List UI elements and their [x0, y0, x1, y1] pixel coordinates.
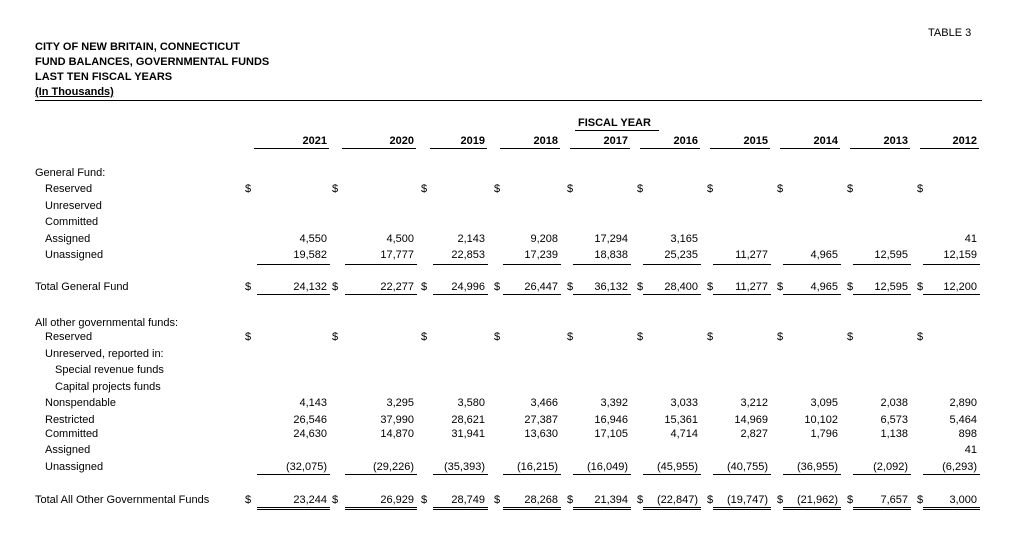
subtotal-rule — [573, 264, 631, 265]
total-value: 28,268 — [524, 494, 558, 506]
dollar-sign: $ — [567, 183, 574, 195]
table-cell-value: 22,853 — [451, 249, 485, 261]
total-value: 23,244 — [293, 494, 327, 506]
dollar-sign: $ — [245, 281, 252, 293]
dollar-sign: $ — [707, 281, 714, 293]
total-double-rule — [573, 507, 631, 510]
table-cell-value: 2,038 — [880, 397, 908, 409]
year-header-underline — [570, 148, 630, 149]
dollar-sign: $ — [637, 281, 644, 293]
total-double-rule — [643, 507, 701, 510]
row-label: Reserved — [45, 331, 93, 343]
dollar-sign: $ — [567, 281, 574, 293]
dollar-sign: $ — [637, 331, 644, 343]
table-cell-value: 3,580 — [457, 397, 485, 409]
subtotal-rule — [643, 474, 701, 475]
total-double-rule — [503, 507, 561, 510]
dollar-sign: $ — [917, 281, 924, 293]
total-double-rule — [783, 294, 841, 295]
table-cell-value: (40,755) — [727, 461, 768, 473]
table-cell-value: 25,235 — [664, 249, 698, 261]
total-double-rule — [345, 507, 417, 510]
total-value: (21,962) — [797, 494, 838, 506]
total-value: 7,657 — [880, 494, 908, 506]
table-cell-value: 2,890 — [949, 397, 977, 409]
table-cell-value: (16,215) — [517, 461, 558, 473]
total-double-rule — [923, 507, 980, 510]
table-cell-value: 17,105 — [594, 428, 628, 440]
row-label: Unassigned — [45, 461, 104, 473]
row-label: Capital projects funds — [55, 381, 161, 393]
report-title-line: (In Thousands) — [35, 86, 114, 98]
dollar-sign: $ — [494, 494, 501, 506]
table-cell-value: 18,838 — [594, 249, 628, 261]
total-double-rule — [345, 294, 417, 295]
table-cell-value: 17,239 — [524, 249, 558, 261]
table-cell-value: 19,582 — [293, 249, 327, 261]
dollar-sign: $ — [847, 281, 854, 293]
table-cell-value: 4,500 — [386, 233, 414, 245]
year-column-header: 2018 — [533, 135, 558, 147]
dollar-sign: $ — [332, 331, 339, 343]
row-label: Total General Fund — [35, 281, 129, 293]
table-cell-value: 12,595 — [874, 249, 908, 261]
report-title-line: LAST TEN FISCAL YEARS — [35, 71, 173, 83]
total-double-rule — [853, 294, 911, 295]
total-value: 12,595 — [874, 281, 908, 293]
year-header-underline — [850, 148, 910, 149]
year-column-header: 2020 — [389, 135, 414, 147]
year-column-header: 2012 — [952, 135, 977, 147]
row-label: Unreserved, reported in: — [45, 348, 164, 360]
total-double-rule — [713, 294, 771, 295]
total-value: 26,929 — [380, 494, 414, 506]
year-column-header: 2015 — [743, 135, 768, 147]
dollar-sign: $ — [421, 331, 428, 343]
total-value: 26,447 — [524, 281, 558, 293]
year-column-header: 2021 — [302, 135, 327, 147]
subtotal-rule — [433, 264, 488, 265]
table-cell-value: (35,393) — [444, 461, 485, 473]
table-cell-value: (16,049) — [587, 461, 628, 473]
table-cell-value: 11,277 — [735, 249, 768, 261]
total-double-rule — [643, 294, 701, 295]
table-cell-value: 10,102 — [804, 414, 838, 426]
table-cell-value: 2,827 — [740, 428, 768, 440]
table-cell-value: 3,095 — [810, 397, 838, 409]
dollar-sign: $ — [847, 183, 854, 195]
table-cell-value: 3,295 — [386, 397, 414, 409]
dollar-sign: $ — [777, 331, 784, 343]
dollar-sign: $ — [494, 281, 501, 293]
year-column-header: 2019 — [460, 135, 485, 147]
table-cell-value: (29,226) — [373, 461, 414, 473]
table-cell-value: 17,294 — [594, 233, 628, 245]
row-label: Unassigned — [45, 249, 104, 261]
total-value: 28,749 — [451, 494, 485, 506]
total-value: 24,132 — [293, 281, 327, 293]
total-double-rule — [713, 507, 771, 510]
dollar-sign: $ — [332, 183, 339, 195]
table-cell-value: 1,796 — [810, 428, 838, 440]
total-value: 28,400 — [664, 281, 698, 293]
year-header-underline — [710, 148, 770, 149]
total-double-rule — [573, 294, 631, 295]
subtotal-rule — [503, 474, 561, 475]
table-cell-value: 26,546 — [293, 414, 327, 426]
year-column-header: 2017 — [603, 135, 628, 147]
table-cell-value: 41 — [964, 444, 977, 456]
total-value: 12,200 — [943, 281, 977, 293]
year-header-underline — [640, 148, 700, 149]
table-cell-value: (45,955) — [657, 461, 698, 473]
table-cell-value: (2,092) — [873, 461, 908, 473]
table-cell-value: 3,466 — [530, 397, 558, 409]
total-value: 4,965 — [810, 281, 838, 293]
section-heading: General Fund: — [35, 167, 106, 179]
table-cell-value: (36,955) — [797, 461, 838, 473]
dollar-sign: $ — [494, 183, 501, 195]
table-cell-value: 13,630 — [524, 428, 558, 440]
dollar-sign: $ — [637, 183, 644, 195]
table-cell-value: 1,138 — [880, 428, 908, 440]
year-header-underline — [920, 148, 979, 149]
year-header-underline — [254, 148, 329, 149]
subtotal-rule — [257, 474, 330, 475]
fiscal-year-label: FISCAL YEAR — [578, 117, 651, 129]
table-cell-value: 15,361 — [664, 414, 698, 426]
table-cell-value: 17,777 — [380, 249, 414, 261]
report-title-line: FUND BALANCES, GOVERNMENTAL FUNDS — [35, 56, 270, 68]
dollar-sign: $ — [245, 183, 252, 195]
dollar-sign: $ — [707, 494, 714, 506]
dollar-sign: $ — [421, 281, 428, 293]
total-double-rule — [433, 507, 488, 510]
dollar-sign: $ — [245, 494, 252, 506]
dollar-sign: $ — [777, 281, 784, 293]
row-label: Committed — [45, 428, 99, 440]
row-label: Special revenue funds — [55, 364, 164, 376]
row-label: Total All Other Governmental Funds — [35, 494, 210, 506]
table-cell-value: 16,946 — [594, 414, 628, 426]
dollar-sign: $ — [707, 331, 714, 343]
table-cell-value: 3,392 — [600, 397, 628, 409]
table-cell-value: 2,143 — [457, 233, 485, 245]
table-cell-value: 898 — [958, 428, 977, 440]
row-label: Reserved — [45, 183, 93, 195]
total-value: 36,132 — [594, 281, 628, 293]
table-cell-value: 5,464 — [949, 414, 977, 426]
dollar-sign: $ — [917, 183, 924, 195]
subtotal-rule — [783, 264, 841, 265]
total-double-rule — [783, 507, 841, 510]
table-cell-value: 27,387 — [524, 414, 558, 426]
row-label: Assigned — [45, 233, 91, 245]
table-cell-value: 28,621 — [451, 414, 485, 426]
header-rule — [35, 100, 982, 101]
dollar-sign: $ — [847, 494, 854, 506]
total-value: (19,747) — [727, 494, 768, 506]
report-title-line: CITY OF NEW BRITAIN, CONNECTICUT — [35, 41, 240, 53]
year-header-underline — [430, 148, 487, 149]
table-cell-value: 6,573 — [880, 414, 908, 426]
subtotal-rule — [853, 474, 911, 475]
dollar-sign: $ — [567, 494, 574, 506]
subtotal-rule — [345, 474, 417, 475]
row-label: Unreserved — [45, 200, 102, 212]
table-cell-value: 3,212 — [740, 397, 768, 409]
dollar-sign: $ — [421, 494, 428, 506]
dollar-sign: $ — [707, 183, 714, 195]
total-value: 11,277 — [735, 281, 768, 293]
table-cell-value: 3,165 — [670, 233, 698, 245]
dollar-sign: $ — [777, 494, 784, 506]
total-double-rule — [853, 507, 911, 510]
total-double-rule — [923, 294, 980, 295]
table-cell-value: 14,969 — [734, 414, 768, 426]
dollar-sign: $ — [567, 331, 574, 343]
total-value: (22,847) — [657, 494, 698, 506]
row-label: Assigned — [45, 444, 91, 456]
table-cell-value: 4,965 — [810, 249, 838, 261]
table-cell-value: 14,870 — [380, 428, 414, 440]
total-value: 24,996 — [451, 281, 485, 293]
total-double-rule — [257, 507, 330, 510]
subtotal-rule — [713, 264, 771, 265]
dollar-sign: $ — [637, 494, 644, 506]
table-cell-value: 24,630 — [293, 428, 327, 440]
dollar-sign: $ — [847, 331, 854, 343]
subtotal-rule — [923, 474, 980, 475]
table-cell-value: 12,159 — [943, 249, 977, 261]
table-cell-value: 3,033 — [670, 397, 698, 409]
table-cell-value: (32,075) — [286, 461, 327, 473]
dollar-sign: $ — [777, 183, 784, 195]
subtotal-rule — [573, 474, 631, 475]
row-label: Restricted — [45, 414, 95, 426]
dollar-sign: $ — [245, 331, 252, 343]
year-header-underline — [780, 148, 840, 149]
total-double-rule — [433, 294, 488, 295]
total-double-rule — [503, 294, 561, 295]
year-header-underline — [342, 148, 416, 149]
subtotal-rule — [503, 264, 561, 265]
year-header-underline — [500, 148, 560, 149]
row-label: Nonspendable — [45, 397, 116, 409]
row-label: Committed — [45, 216, 99, 228]
dollar-sign: $ — [494, 331, 501, 343]
table-cell-value: 37,990 — [380, 414, 414, 426]
dollar-sign: $ — [421, 183, 428, 195]
dollar-sign: $ — [332, 494, 339, 506]
dollar-sign: $ — [917, 494, 924, 506]
dollar-sign: $ — [917, 331, 924, 343]
subtotal-rule — [923, 264, 980, 265]
table-cell-value: 4,714 — [670, 428, 698, 440]
table-cell-value: 4,143 — [299, 397, 327, 409]
total-double-rule — [257, 294, 330, 295]
total-value: 22,277 — [380, 281, 414, 293]
year-column-header: 2014 — [813, 135, 838, 147]
subtotal-rule — [257, 264, 330, 265]
dollar-sign: $ — [332, 281, 339, 293]
table-cell-value: 41 — [964, 233, 977, 245]
fiscal-year-underline — [575, 130, 659, 131]
subtotal-rule — [433, 474, 488, 475]
total-value: 3,000 — [949, 494, 977, 506]
table-cell-value: 4,550 — [299, 233, 327, 245]
subtotal-rule — [853, 264, 911, 265]
section-heading: All other governmental funds: — [35, 317, 179, 329]
subtotal-rule — [643, 264, 701, 265]
subtotal-rule — [345, 264, 417, 265]
total-value: 21,394 — [594, 494, 628, 506]
table-cell-value: 9,208 — [530, 233, 558, 245]
subtotal-rule — [713, 474, 771, 475]
year-column-header: 2013 — [883, 135, 908, 147]
subtotal-rule — [783, 474, 841, 475]
table-cell-value: 31,941 — [451, 428, 485, 440]
year-column-header: 2016 — [673, 135, 698, 147]
table-cell-value: (6,293) — [942, 461, 977, 473]
table-number-label: TABLE 3 — [928, 27, 972, 39]
